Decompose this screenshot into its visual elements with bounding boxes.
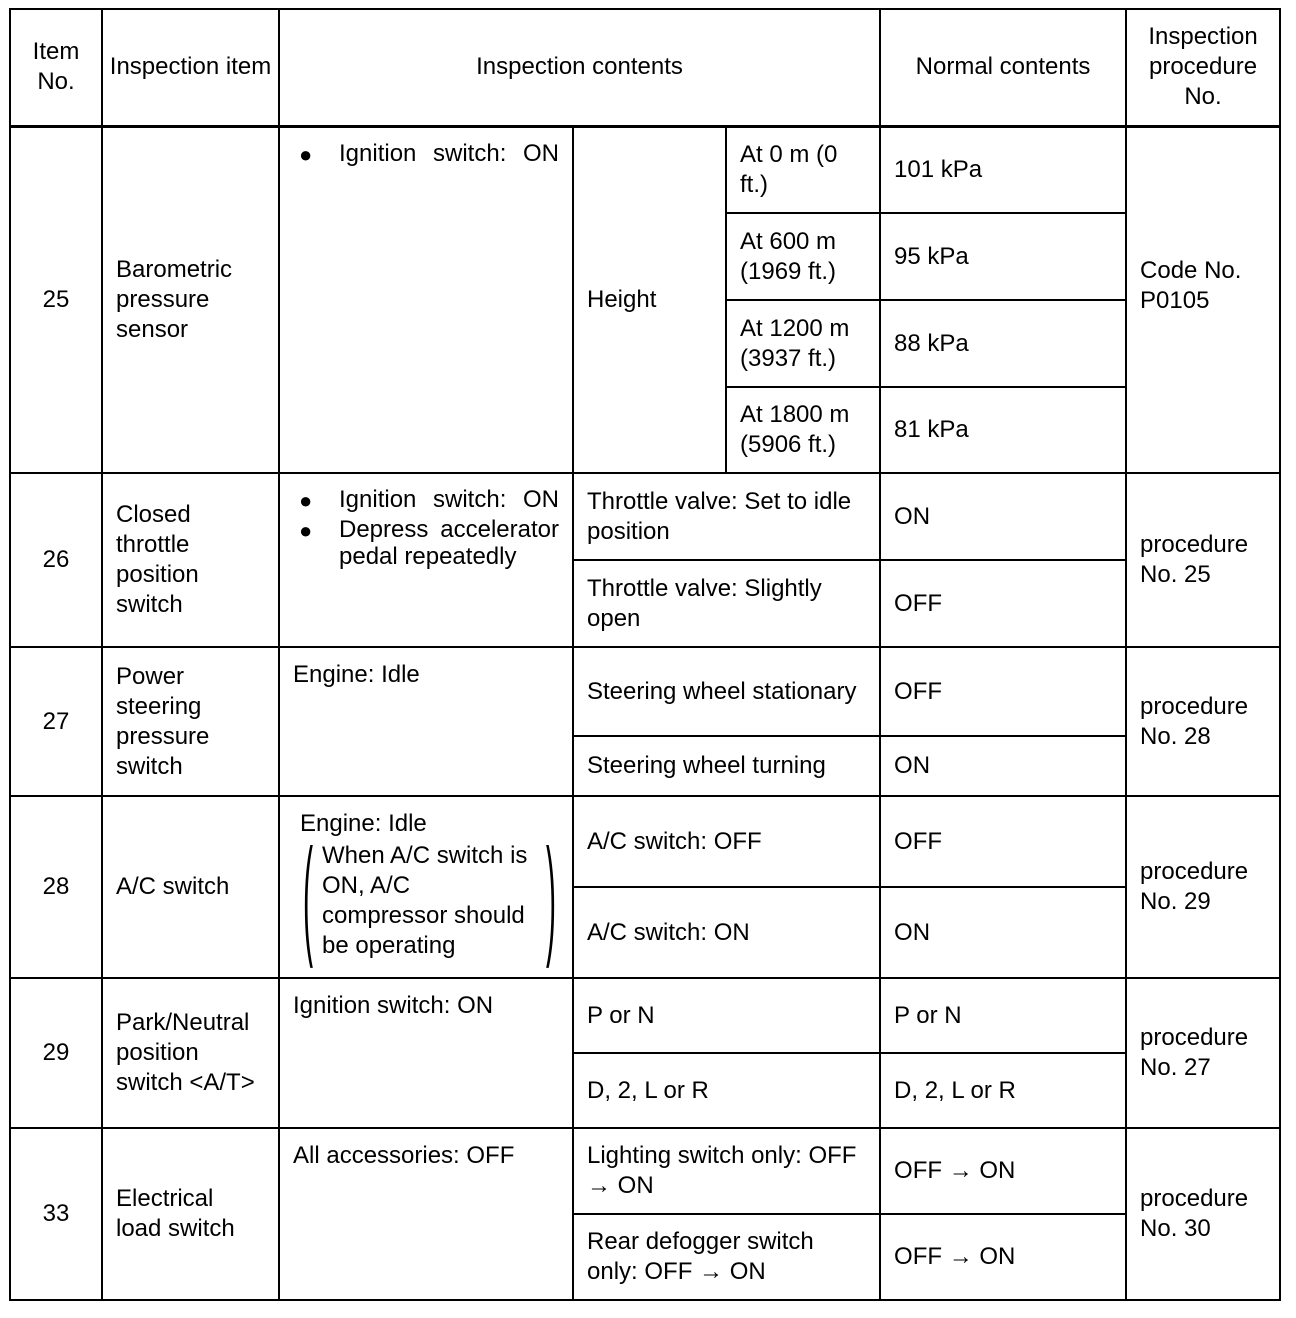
header-inspection-contents: Inspection contents bbox=[279, 9, 880, 126]
normal-value: ON bbox=[880, 887, 1126, 978]
check-condition: Throttle valve: Set to idle position bbox=[573, 473, 880, 560]
procedure-no: procedure No. 30 bbox=[1126, 1128, 1280, 1300]
bullet-icon: ● bbox=[299, 141, 313, 167]
check-condition: A/C switch: ON bbox=[573, 887, 880, 978]
bullet-icon: ● bbox=[299, 488, 313, 513]
procedure-no: procedure No. 25 bbox=[1126, 473, 1280, 647]
check-condition: Steering wheel stationary bbox=[573, 647, 880, 736]
item-no: 29 bbox=[10, 978, 102, 1128]
condition-bullet bbox=[293, 516, 559, 570]
check-condition: A/C switch: OFF bbox=[573, 796, 880, 887]
condition-text: Engine: Idle bbox=[300, 810, 427, 837]
check-condition: Rear defogger switch only: OFF → ON bbox=[573, 1214, 880, 1300]
normal-value: ON bbox=[880, 473, 1126, 560]
inspection-item: Closed throttle position switch bbox=[102, 473, 279, 647]
normal-value: OFF bbox=[880, 796, 1126, 887]
normal-value: 95 kPa bbox=[880, 213, 1126, 300]
normal-value: OFF bbox=[880, 647, 1126, 736]
table-row bbox=[10, 473, 1280, 560]
check-condition: At 1800 m (5906 ft.) bbox=[726, 387, 880, 473]
normal-value: OFF bbox=[880, 560, 1126, 647]
bullet-icon: ● bbox=[299, 518, 313, 543]
condition-note-group bbox=[300, 826, 559, 972]
normal-value: ON bbox=[880, 736, 1126, 796]
check-condition: Lighting switch only: OFF → ON bbox=[573, 1128, 880, 1214]
inspection-item: Barometric pressure sensor bbox=[102, 126, 279, 473]
inspection-item: Park/Neutral position switch <A/T> bbox=[102, 978, 279, 1128]
check-condition: P or N bbox=[573, 978, 880, 1053]
condition-note: When A/C switch is ON, A/C compressor should be operating bbox=[322, 842, 528, 959]
check-condition: At 1200 m (3937 ft.) bbox=[726, 300, 880, 387]
table-row bbox=[10, 796, 1280, 887]
header-normal-contents: Normal contents bbox=[880, 9, 1126, 126]
check-condition: At 600 m (1969 ft.) bbox=[726, 213, 880, 300]
inspection-condition bbox=[279, 126, 573, 473]
table-row bbox=[10, 1128, 1280, 1214]
inspection-condition bbox=[279, 473, 573, 647]
check-condition: Throttle valve: Slightly open bbox=[573, 560, 880, 647]
condition-text: Depress accelerator pedal repeatedly bbox=[339, 516, 559, 570]
header-row bbox=[10, 9, 1280, 126]
table-row bbox=[10, 978, 1280, 1053]
inspection-item: Power steering pressure switch bbox=[102, 647, 279, 796]
condition-text: Ignition switch: ON bbox=[339, 139, 559, 167]
table-row bbox=[10, 126, 1280, 213]
inspection-table bbox=[9, 8, 1281, 1301]
normal-value: D, 2, L or R bbox=[880, 1053, 1126, 1128]
check-condition: Steering wheel turning bbox=[573, 736, 880, 796]
check-condition: At 0 m (0 ft.) bbox=[726, 126, 880, 213]
table-row bbox=[10, 647, 1280, 736]
normal-value: 88 kPa bbox=[880, 300, 1126, 387]
inspection-condition: Ignition switch: ON bbox=[279, 978, 573, 1128]
condition-bullet bbox=[293, 486, 559, 516]
right-paren-icon: ) bbox=[546, 826, 556, 972]
inspection-item: Electrical load switch bbox=[102, 1128, 279, 1300]
normal-value: OFF → ON bbox=[880, 1214, 1126, 1300]
procedure-no: procedure No. 29 bbox=[1126, 796, 1280, 978]
left-paren-icon: ( bbox=[303, 826, 313, 972]
normal-value: P or N bbox=[880, 978, 1126, 1053]
procedure-no: Code No. P0105 bbox=[1126, 126, 1280, 473]
normal-value: 81 kPa bbox=[880, 387, 1126, 473]
normal-value: 101 kPa bbox=[880, 126, 1126, 213]
condition-text: Ignition switch: ON bbox=[339, 486, 559, 513]
inspection-parameter: Height bbox=[573, 126, 726, 473]
header-inspection-item: Inspection item bbox=[102, 9, 279, 126]
item-no: 26 bbox=[10, 473, 102, 647]
header-item-no: Item No. bbox=[10, 9, 102, 126]
condition-bullet bbox=[293, 140, 559, 170]
header-procedure-no: Inspection procedure No. bbox=[1126, 9, 1280, 126]
inspection-condition: All accessories: OFF bbox=[279, 1128, 573, 1300]
inspection-condition: Engine: Idle bbox=[279, 647, 573, 796]
check-condition: D, 2, L or R bbox=[573, 1053, 880, 1128]
item-no: 33 bbox=[10, 1128, 102, 1300]
item-no: 25 bbox=[10, 126, 102, 473]
normal-value: OFF → ON bbox=[880, 1128, 1126, 1214]
inspection-condition bbox=[279, 796, 573, 978]
procedure-no: procedure No. 27 bbox=[1126, 978, 1280, 1128]
inspection-item: A/C switch bbox=[102, 796, 279, 978]
item-no: 27 bbox=[10, 647, 102, 796]
item-no: 28 bbox=[10, 796, 102, 978]
procedure-no: procedure No. 28 bbox=[1126, 647, 1280, 796]
